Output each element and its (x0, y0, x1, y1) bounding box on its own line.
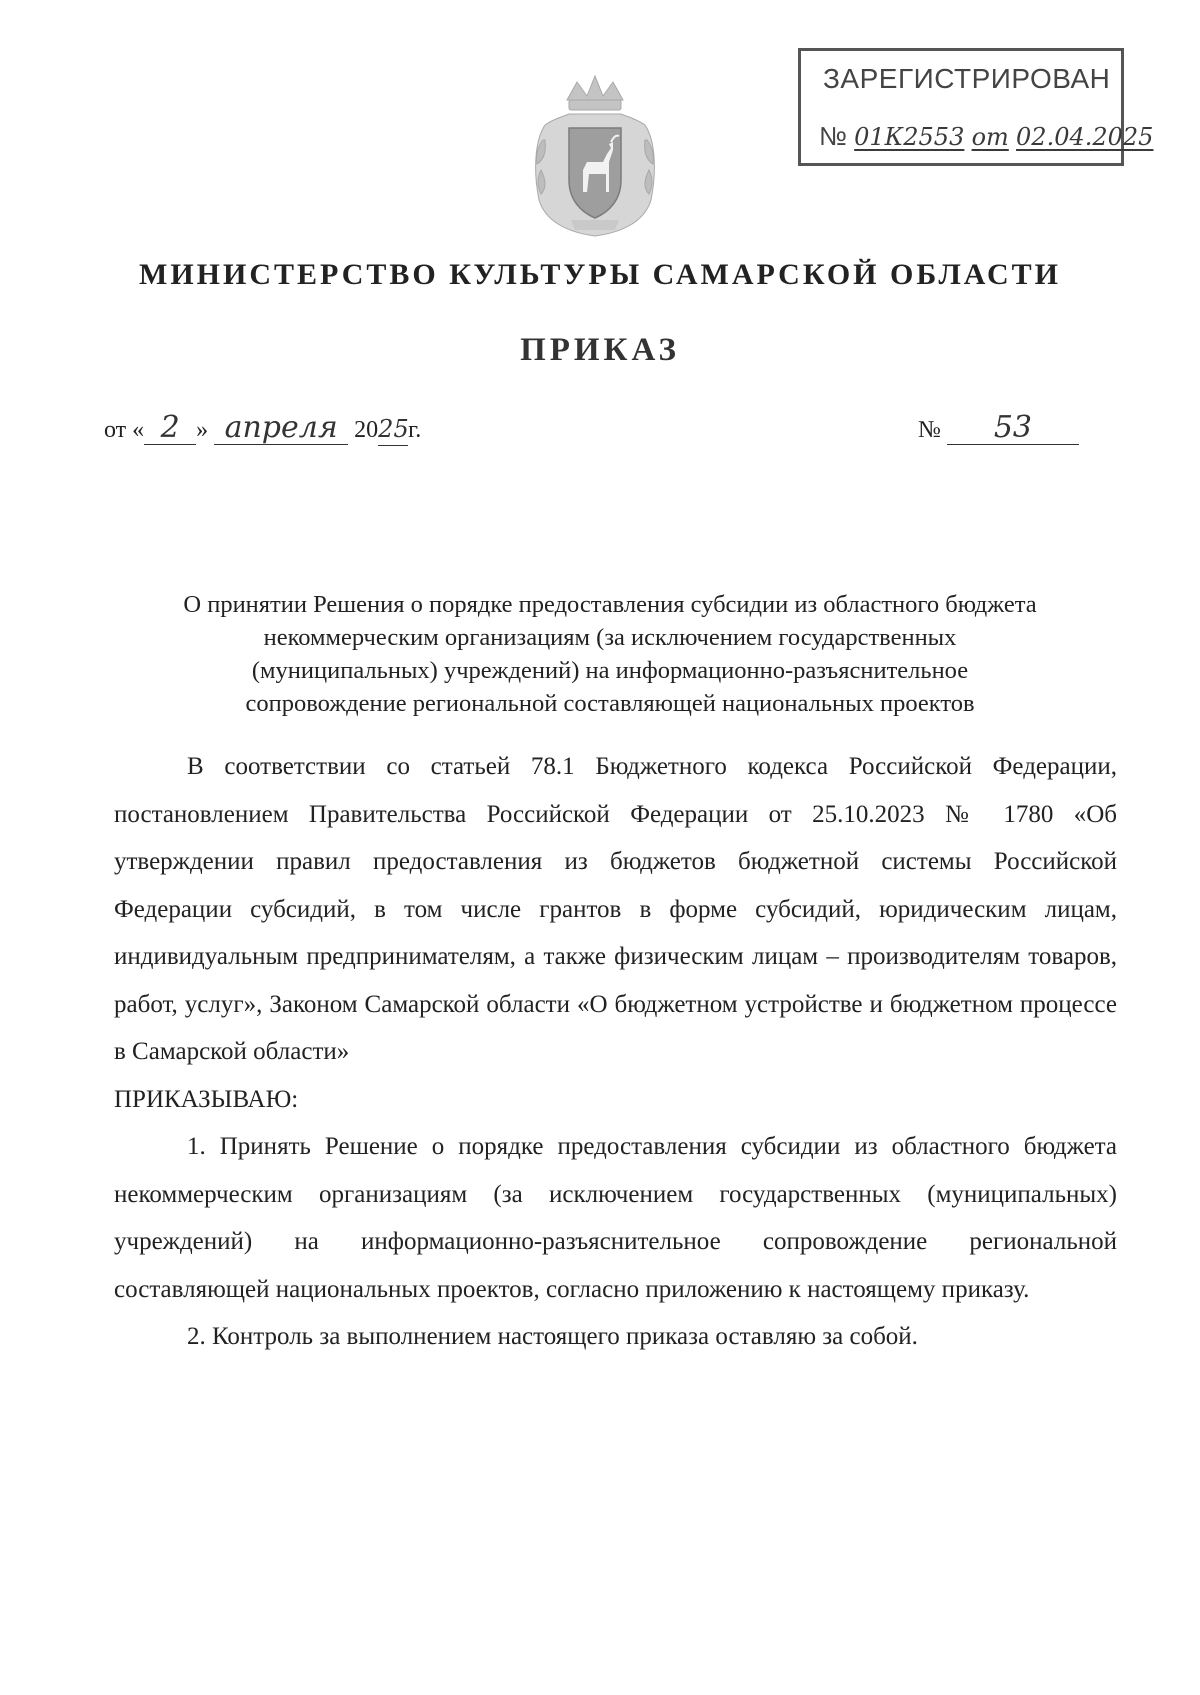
samara-coat-of-arms-icon (525, 70, 665, 240)
preamble-paragraph: В соответствии со статьей 78.1 Бюджетного кодекса Российской Федерации, постановлением Правительства Российской Федерации от 25.10.2023 № 1780 «Об утверждении правил предоставления из бюджетов бюджетной системы Российской Федерации субсидий, в том числе грантов в форме субсидий, юридическим лицам, индивидуальным предпринимателям, а также физическим лицам – производителям товаров, работ, услуг», Законом Самарской области «О бюджетном устройстве и бюджетном процессе в Самарской области» (114, 753, 1117, 1065)
stamp-registration-line (819, 121, 1153, 152)
date-day: 2 (144, 412, 196, 445)
order-date (104, 412, 421, 446)
order-number (918, 412, 1079, 445)
order-subject (100, 588, 1120, 720)
stamp-number-prefix: № (819, 121, 847, 151)
date-year-unit: г. (408, 417, 422, 443)
stamp-reg-number: 01К2553 (854, 123, 965, 151)
date-year-suffix: 25 (378, 413, 408, 446)
date-month: апреля (214, 412, 348, 445)
subject-line: некоммерческим организациям (за исключением государственных (263, 624, 957, 651)
decree-word: ПРИКАЗЫВАЮ: (114, 1085, 299, 1113)
stamp-reg-date: 02.04.2025 (1016, 123, 1154, 151)
subject-line: сопровождение региональной составляющей национальных проектов (245, 690, 975, 717)
registration-stamp (798, 48, 1154, 166)
order-number-label: № (918, 417, 941, 443)
order-number-value: 53 (947, 412, 1079, 445)
ministry-name: МИНИСТЕРСТВО КУЛЬТУРЫ САМАРСКОЙ ОБЛАСТИ (139, 258, 1061, 291)
date-quote-close: » (196, 417, 209, 443)
order-body (114, 743, 1117, 1361)
order-item-1: 1. Принять Решение о порядке предоставления субсидии из областного бюджета некоммерческим организациям (за исключением государственных (муниципальных) учреждений) на информационно-разъяснительное сопровождение региональной составляющей национальных проектов, согласно приложению к настоящему приказу. (114, 1133, 1117, 1303)
stamp-from-word: от (971, 123, 1009, 151)
order-item-2: 2. Контроль за выполнением настоящего приказа оставляю за собой. (187, 1323, 918, 1350)
date-year-prefix: 20 (354, 417, 379, 443)
stamp-title: ЗАРЕГИСТРИРОВАН (823, 63, 1111, 94)
date-prefix: от « (104, 417, 145, 443)
subject-line: (муниципальных) учреждений) на информационно-разъяснительное (251, 657, 969, 684)
document-title: ПРИКАЗ (520, 332, 680, 368)
subject-line: О принятии Решения о порядке предоставления субсидии из областного бюджета (183, 591, 1037, 618)
